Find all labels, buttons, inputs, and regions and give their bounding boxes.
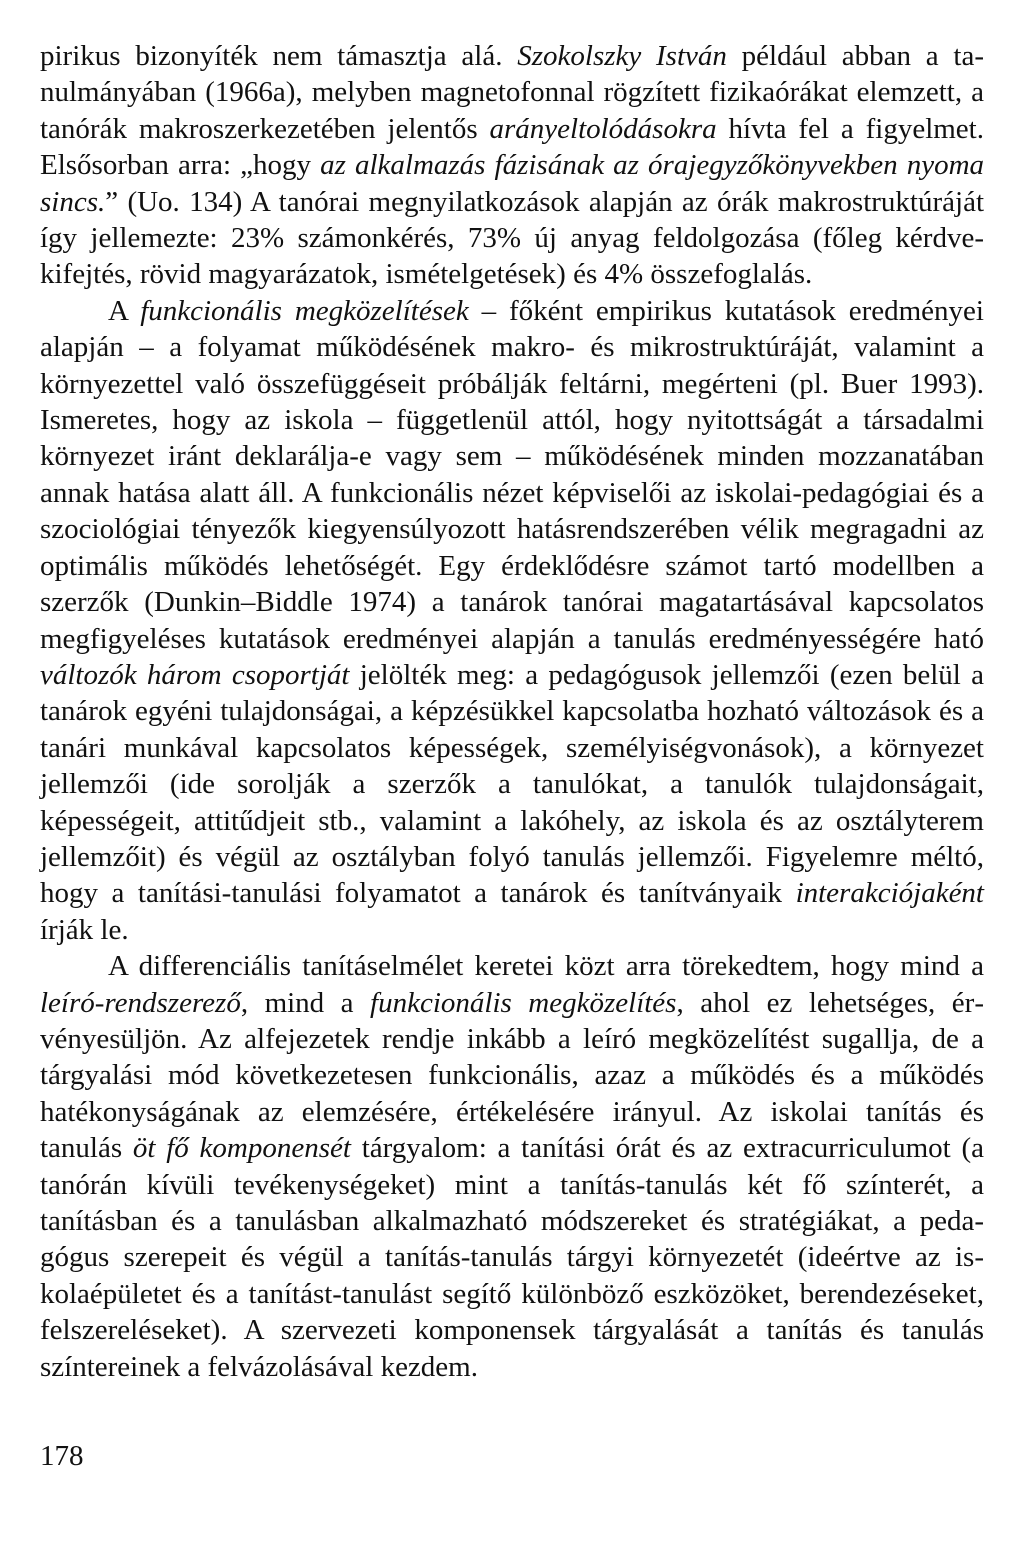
text-run: tárgyalom: a tanítási órát és az extracurriculumot (a tanórán kívüli tevékenységeket) mint a tanítás-tanulás két fő színterét, a tanításban és a tanulásban alkalmazható módszereket és stratégiákat, a pedagógus szerepeit és végül a tanítás-tanulás tárgyi környezetét (ideértve az iskolaépületet és a tanítást-tanulást segítő különböző eszközöket, berendezéseket, felszereléseket). A szervezeti komponensek tárgyalását a tanítás és tanulás színtereinek a felvázolásával kezdem. (40, 1132, 984, 1383)
text-run-italic: interakciójaként (795, 877, 984, 910)
document-body (40, 38, 984, 1385)
text-run: például abban a tanulmányában (1966a), melyben magnetofonnal rögzített fizikaórákat elemzett, a tanórák makroszerkezetében jelentős (40, 40, 985, 145)
text-run: jelölték meg: a pedagógusok jellemzői (ezen belül a tanárok egyéni tulajdonságai, a képzésükkel kapcsolatba hozható változások és a tanári munkával kapcsolatos képességek, személyiségvonások), a környezet jellemzői (ide sorolják a szerzők a tanulókat, a tanulók tulajdonságait, képességeit, attitűdjeit stb., valamint a lakóhely, az iskola és az osztályterem jellemzőit) és végül az osztályban folyó tanulás jellemzői. Figyelemre méltó, hogy a tanítási-tanulási folyamatot a tanárok és tanítványaik (40, 658, 984, 910)
text-run: pirikus bizonyíték nem támasztja alá. (40, 40, 518, 72)
text-run: – főként empirikus kutatások eredményei alapján – a folyamat működésének makro- és mikrostruktúráját, valamint a környezettel való összefüggéseit próbálják feltárni, megérteni (pl. Buer 1993). Ismeretes, hogy az iskola – függetlenül attól, hogy nyitottságát a társadalmi környezet iránt deklarálja-e vagy sem – működésének minden mozzanatában annak hatása alatt áll. A funkcionális nézet képviselői az iskolai-pedagógiai és a szociológiai tényezők kiegyensúlyozott hatásrendszerében vélik megragadni az optimális működés lehetőségét. Egy érdeklődésre számot tartó modellben a szerzők (Dunkin–Biddle 1974) a tanárok tanórai magatartásával kapcsolatos megfigyeléses kutatások eredményei alapján a tanulás eredményességére ható (40, 294, 984, 655)
paragraph-3 (40, 948, 984, 1385)
text-run: A differenciális tanításelmélet keretei közt arra törekedtem, hogy mind a (108, 950, 984, 983)
page-number: 178 (40, 1440, 84, 1472)
text-run-italic: Szokolszky István (517, 40, 727, 72)
paragraph-1 (40, 38, 984, 293)
text-run: írják le. (40, 913, 129, 946)
text-run-italic: öt fő komponensét (132, 1132, 351, 1165)
text-run-italic: az alkalmazás fázisának az órajegyzőkönyvekben nyoma sincs. (40, 149, 985, 218)
text-run-italic: arányeltolódásokra (489, 112, 717, 145)
text-run: hívta fel a figyelmet. Elsősorban arra: „hogy (40, 112, 984, 182)
paragraph-2 (40, 293, 984, 948)
text-run: , ahol ez lehetséges, érvényesüljön. Az alfejezetek rendje inkább a leíró megközelítést sugallja, de a tárgyalási mód következetesen funkcionális, azaz a működés és a működés hatékonyságának az elemzésére, értékelésére irányul. Az iskolai tanítás és tanulás (40, 986, 984, 1165)
text-run: ” (Uo. 134) A tanórai megnyilatkozások alapján az órák makrostruktúráját így jellemezte: 23% számonkérés, 73% új anyag feldolgozása (főleg kérdve-kifejtés, rövid magyarázatok, ismételgetések) és 4% összefoglalás. (40, 185, 984, 291)
text-run-italic: leíró-rendszerező (40, 986, 241, 1019)
text-run-italic: funkcionális megközelítések (140, 294, 469, 327)
text-run: A (108, 294, 141, 327)
text-run-italic: változók három csoportját (40, 658, 350, 691)
text-run-italic: funkcionális megközelítés (370, 986, 677, 1019)
text-run: , mind a (240, 986, 371, 1019)
